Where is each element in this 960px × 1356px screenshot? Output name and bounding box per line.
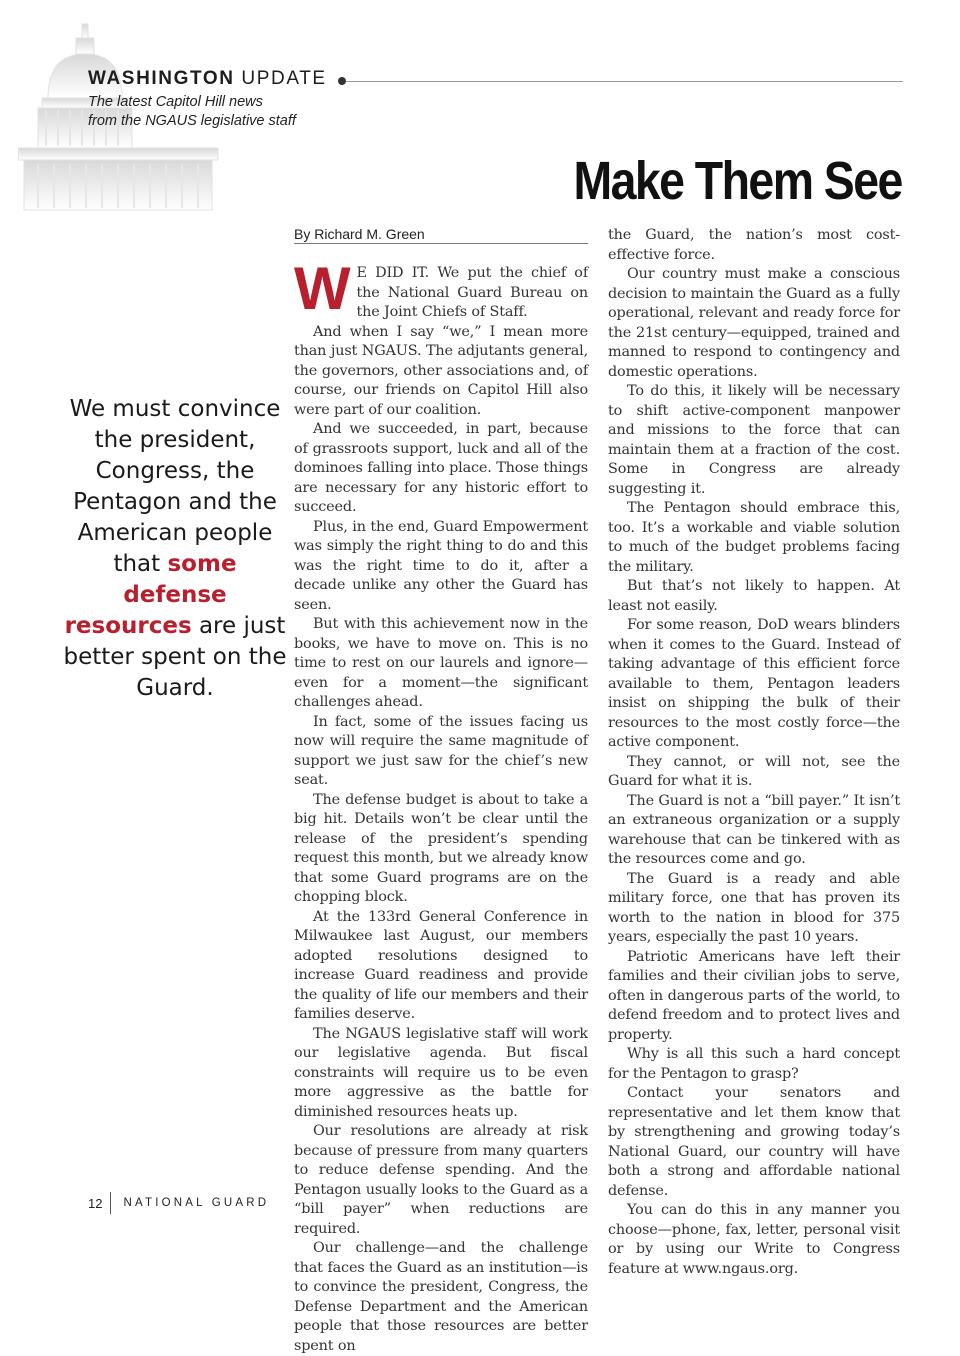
- pull-quote: [60, 394, 290, 704]
- paragraph: Our challenge—and the challenge that faces the Guard as an institution—is to convince the president, Congress, the Defense Department and the American people that those resources are better spent on: [294, 1240, 588, 1354]
- page-number: 12: [88, 1195, 103, 1211]
- pull-quote-text-end: are just better spent on the Guard.: [63, 613, 287, 701]
- section-title-rest: UPDATE: [234, 68, 327, 89]
- paragraph: Our resolutions are already at risk because of pressure from many quarters to reduce defense spending. And the Pentagon usually looks to the Guard as a “bill payer” when reductions are required.: [294, 1123, 588, 1237]
- paragraph: The Pentagon should embrace this, too. It’s a workable and viable solution to much of the budget problems facing the military.: [608, 500, 900, 575]
- paragraph: the Guard, the nation’s most cost-effective force.: [608, 227, 900, 263]
- header-rule: [346, 81, 903, 82]
- paragraph: The defense budget is about to take a big hit. Details won’t be clear until the release of the president’s spending request this month, but we already know that some Guard programs are on the chopping block.: [294, 791, 588, 905]
- paragraph: The Guard is not a “bill payer.” It isn’t an extraneous organization or a supply warehouse that can be tinkered with as the resources come and go.: [608, 792, 900, 867]
- paragraph: At the 133rd General Conference in Milwaukee last August, our members adopted resolutions designed to increase Guard readiness and provide the quality of life our members and their families deserve.: [294, 908, 588, 1022]
- footer-divider: [110, 1192, 111, 1214]
- header-bullet-dot: [338, 77, 346, 85]
- paragraph: Contact your senators and representative and let them know that by strengthening and growing today’s National Guard, our country will have both a strong and affordable national defense.: [608, 1085, 900, 1199]
- paragraph: And when I say “we,” I mean more than just NGAUS. The adjutants general, the governors, other associations and, of course, our friends on Capitol Hill also were part of our coalition.: [294, 323, 588, 418]
- drop-cap: W: [294, 255, 351, 322]
- paragraph: The Guard is a ready and able military force, one that has proven its worth to the nation in blood for 375 years, especially the past 10 years.: [608, 870, 900, 945]
- section-title-bold: WASHINGTON: [88, 68, 235, 89]
- paragraph: Plus, in the end, Guard Empowerment was simply the right thing to do and this was the right time to do it, after a decade unlike any other the Guard has seen.: [294, 518, 588, 613]
- section-subtitle-line1: The latest Capitol Hill news: [88, 94, 263, 110]
- pull-quote-highlight: some defense resources: [64, 551, 237, 639]
- paragraph: They cannot, or will not, see the Guard for what it is.: [608, 753, 900, 789]
- paragraph: To do this, it likely will be necessary to shift active-component manpower and missions to the force that can maintain them at a fraction of the cost. Some in Congress are already suggesting it.: [608, 383, 900, 497]
- paragraph: The NGAUS legislative staff will work our legislative agenda. But fiscal constraints will require us to be even more aggressive as the battle for diminished resources heats up.: [294, 1025, 588, 1120]
- paragraph: But that’s not likely to happen. At least not easily.: [608, 578, 900, 614]
- publication-name: NATIONAL GUARD: [123, 1197, 270, 1209]
- paragraph: For some reason, DoD wears blinders when it comes to the Guard. Instead of taking advantage of this efficient force available to them, Pentagon leaders insist on shipping the bulk of their resources to the most costly force—the active component.: [608, 617, 900, 750]
- article-headline: Make Them See: [573, 151, 902, 211]
- paragraph: You can do this in any manner you choose—phone, fax, letter, personal visit or by using our Write to Congress feature at www.ngaus.org.: [608, 1202, 900, 1277]
- page-footer: [88, 1192, 269, 1214]
- paragraph: Patriotic Americans have left their families and their civilian jobs to serve, often in dangerous parts of the world, to defend freedom and to protect lives and property.: [608, 948, 900, 1043]
- paragraph: E DID IT. We put the chief of the National Guard Bureau on the Joint Chiefs of Staff.: [356, 265, 588, 320]
- article-column-2: [608, 226, 900, 1279]
- paragraph: In fact, some of the issues facing us now will require the same magnitude of support we just saw for the chief’s new seat.: [294, 713, 588, 788]
- section-title: [88, 68, 903, 90]
- article-byline: By Richard M. Green: [294, 226, 588, 244]
- paragraph: Our country must make a conscious decision to maintain the Guard as a fully operational, relevant and ready force for the 21st century—equipped, trained and manned to respond to contingency and domestic operations.: [608, 266, 900, 380]
- article-column-1: [294, 255, 588, 1356]
- paragraph: But with this achievement now in the books, we have to move on. This is no time to rest on our laurels and ignore—even for a moment—the significant challenges ahead.: [294, 616, 588, 710]
- paragraph: Why is all this such a hard concept for the Pentagon to grasp?: [608, 1046, 900, 1082]
- paragraph: And we succeeded, in part, because of grassroots support, luck and all of the dominoes falling into place. Those things are necessary for any historic effort to succeed.: [294, 421, 588, 515]
- section-header: [88, 68, 903, 131]
- pull-quote-text: We must convince the president, Congress, the Pentagon and the American people that: [69, 396, 281, 577]
- section-subtitle: [88, 93, 903, 131]
- section-subtitle-line2: from the NGAUS legislative staff: [88, 113, 296, 129]
